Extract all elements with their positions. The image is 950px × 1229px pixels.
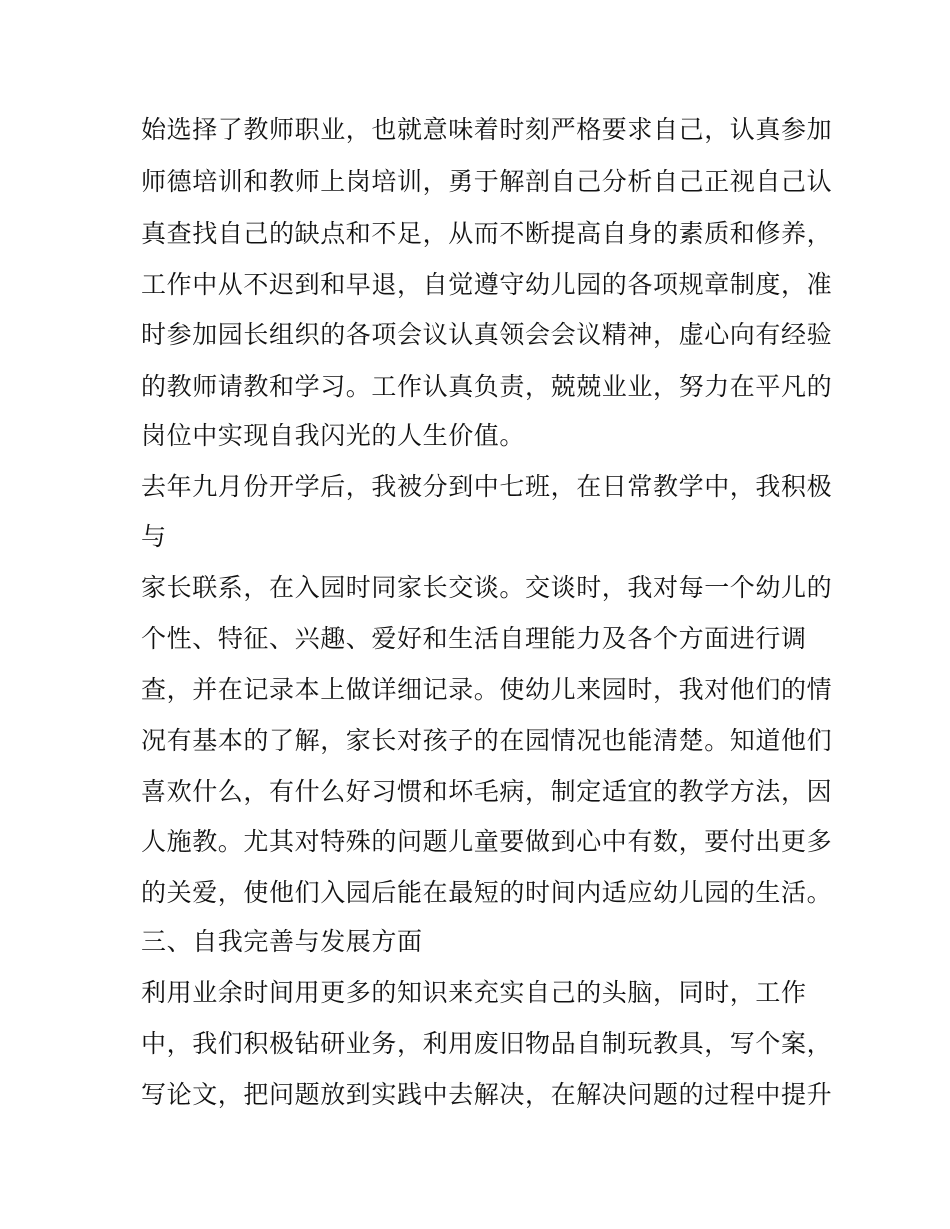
text-line: 的关爱，使他们入园后能在最短的时间内适应幼儿园的生活。 bbox=[141, 878, 833, 907]
text-line: 的教师请教和学习。工作认真负责，兢兢业业，努力在平凡的 bbox=[141, 372, 833, 401]
text-line: 个性、特征、兴趣、爱好和生活自理能力及各个方面进行调 bbox=[141, 624, 807, 653]
text-line: 查，并在记录本上做详细记录。使幼儿来园时，我对他们的情 bbox=[141, 675, 833, 704]
text-line: 真查找自己的缺点和不足，从而不断提高自身的素质和修养， bbox=[141, 219, 833, 248]
text-line: 与 bbox=[141, 522, 167, 551]
text-line: 喜欢什么，有什么好习惯和坏毛病，制定适宜的教学方法，因 bbox=[141, 777, 833, 806]
text-line: 人施教。尤其对特殊的问题儿童要做到心中有数，要付出更多 bbox=[141, 827, 833, 856]
text-line: 写论文，把问题放到实践中去解决，在解决问题的过程中提升 bbox=[141, 1080, 833, 1109]
text-line: 去年九月份开学后，我被分到中七班，在日常教学中，我积极 bbox=[141, 472, 833, 501]
text-line: 岗位中实现自我闪光的人生价值。 bbox=[141, 421, 526, 450]
text-line: 利用业余时间用更多的知识来充实自己的头脑，同时，工作 bbox=[141, 978, 807, 1007]
text-line: 况有基本的了解，家长对孩子的在园情况也能清楚。知道他们 bbox=[141, 726, 833, 755]
section-heading: 三、自我完善与发展方面 bbox=[141, 927, 423, 956]
text-line: 时参加园长组织的各项会议认真领会会议精神，虚心向有经验 bbox=[141, 320, 833, 349]
text-line: 始选择了教师职业，也就意味着时刻严格要求自己，认真参加 bbox=[141, 115, 833, 144]
text-line: 师德培训和教师上岗培训，勇于解剖自己分析自己正视自己认 bbox=[141, 167, 833, 196]
text-line: 工作中从不迟到和早退，自觉遵守幼儿园的各项规章制度，准 bbox=[141, 270, 833, 299]
text-line: 中，我们积极钻研业务，利用废旧物品自制玩教具，写个案， bbox=[141, 1029, 833, 1058]
text-line: 家长联系，在入园时同家长交谈。交谈时，我对每一个幼儿的 bbox=[141, 573, 833, 602]
